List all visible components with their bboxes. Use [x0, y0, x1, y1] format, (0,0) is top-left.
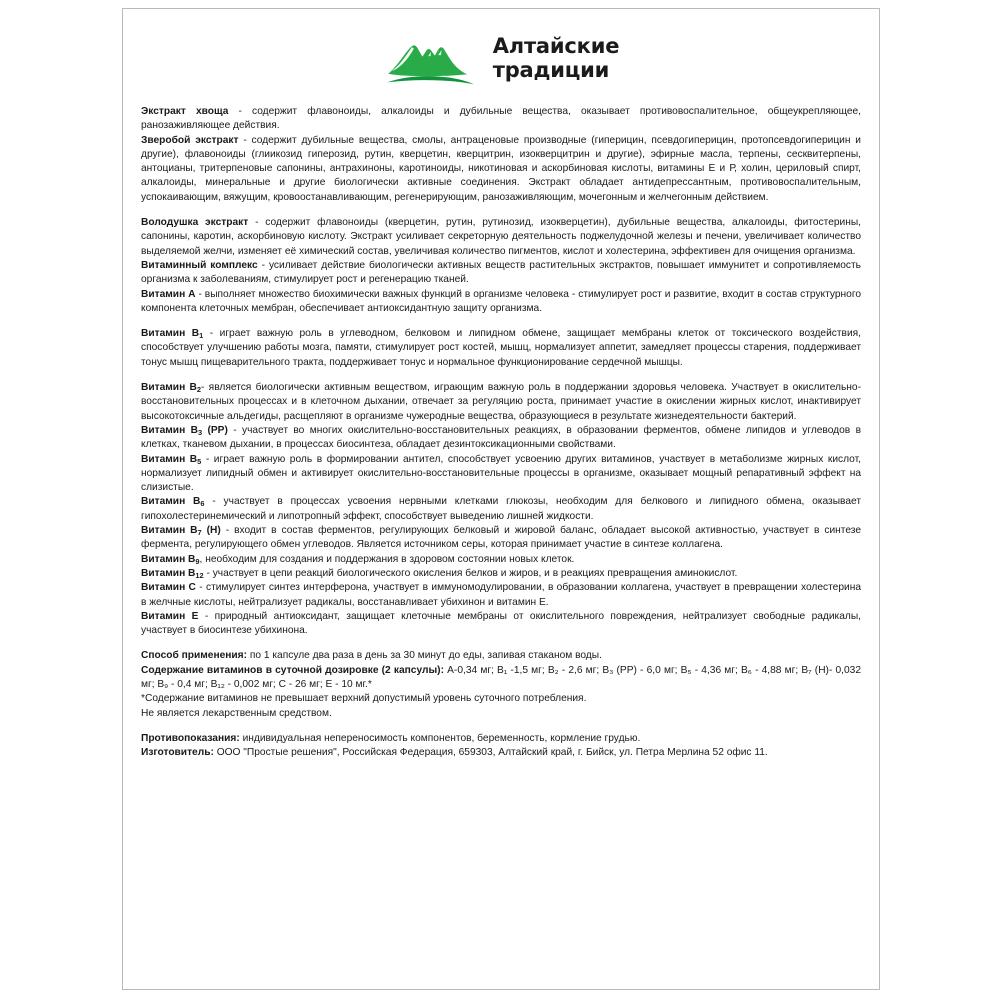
- lead-text-vitamin-b3: Витамин В: [141, 424, 198, 436]
- body-contraindications: индивидуальная непереносимость компонентов, беременность, кормление грудью.: [239, 732, 641, 744]
- paragraph-vitamin-e: [141, 610, 861, 639]
- sub-vitamin-b3: 3: [197, 427, 203, 437]
- brand-name: [493, 35, 620, 82]
- lead-contraindications: Противопоказания:: [141, 732, 240, 744]
- paragraph-footnote: *Содержание витаминов не превышает верхний допустимый уровень суточного потребления.: [141, 693, 587, 705]
- paragraph-st-johns-wort: [141, 134, 861, 205]
- lead-vitamin-complex: Витаминный комплекс: [141, 259, 258, 271]
- body-vitamin-b5: - играет важную роль в формировании антител, способствует усвоению других витаминов, участвует в метаболизме жирных кислот, нормализует липидный обмен и активирует окислительно-восстановительные процессы в организме, оказывает мощный репаративный эффект на слизистые.: [141, 453, 861, 494]
- suffix-vitamin-b7: (Н): [201, 525, 221, 537]
- sub-vitamin-b6: 6: [200, 499, 205, 509]
- body-vitamin-b2: - является биологически активным веществом, играющим важную роль в поддержании здоровья человека. Участвует в окислительно-восстановительных процессах и в клеточном дыхании, отвечает за регуляцию роста, принимает участие в окислении жирных кислот, инактивирует высокотоксичные альдегиды, расщепляют в организме чужеродные вещества, образующиеся в результате жизнедеятельности бактерий.: [141, 382, 861, 422]
- mountain-wave-logo-icon: [383, 28, 479, 90]
- brand-name-line2: традиции: [492, 58, 610, 82]
- body-dosage: А-0,34 мг; В₁ -1,5 мг; В₂ - 2,6 мг; В₃ (РР) - 6,0 мг; В₅ - 4,36 мг; В₆ - 4,88 мг; В₇ (Н)- 0,032 мг; В₉ - 0,4 мг; В₁₂ - 0,002 мг; С - 26 мг; Е - 10 мг.*: [141, 664, 861, 690]
- label-page: [122, 8, 880, 990]
- lead-vitamin-b12: [141, 568, 204, 579]
- brand-header: [135, 21, 867, 97]
- paragraph-vitamin-b1: [141, 327, 861, 370]
- body-horsetail: - содержит флавоноиды, алкалоиды и дубильные вещества, оказывает противовоспалительное, общеукрепляющее, ранозаживляющее действия.: [141, 106, 862, 132]
- paragraph-vitamin-a: [141, 288, 861, 317]
- sub-vitamin-b12: 12: [195, 570, 204, 580]
- paragraph-dosage: [141, 664, 861, 693]
- label-content: [135, 105, 867, 760]
- lead-vitamin-e: [141, 611, 198, 622]
- paragraph-vitamin-c: [141, 581, 861, 610]
- lead-manufacturer: Изготовитель:: [141, 747, 214, 759]
- paragraph-not-medicine: Не является лекарственным средством.: [141, 707, 332, 719]
- lead-bupleurum: Володушка экстракт: [141, 217, 249, 229]
- lead-text-vitamin-b5: Витамин В: [141, 453, 198, 465]
- lead-vitamin-b3: [141, 425, 228, 436]
- lead-text-vitamin-b6: Витамин В: [141, 496, 201, 508]
- body-vitamin-b6: - участвует в процессах усвоения нервными клетками глюкозы, необходим для белкового и липидного обмена, оказывает гипохолестеринемический и липотропный эффект, способствует выведению лишней жидкости.: [141, 496, 861, 522]
- body-usage: по 1 капсуле два раза в день за 30 минут до еды, запивая стаканом воды.: [247, 650, 602, 662]
- paragraph-vitamin-complex: [141, 259, 861, 288]
- body-vitamin-a: - выполняет множество биохимически важных функций в организме человека - стимулирует рост и развитие, входит в состав структурного компонента клеточных мембран, обеспечивает антиоксидантную защиту организма.: [141, 288, 861, 314]
- lead-vitamin-b7: [141, 525, 221, 536]
- body-vitamin-b7: - входит в состав ферментов, регулирующих белковый и жировой баланс, обладает высокой активностью, участвует в синтезе фермента, регулирующего обмен углеводов. Является источником серы, которая принимает участие в синтезе коллагена.: [141, 525, 861, 551]
- paragraph-vitamin-b12: [141, 567, 861, 581]
- sub-vitamin-b9: 9: [195, 556, 200, 566]
- paragraph-vitamin-b3: [141, 424, 861, 453]
- paragraph-contraindications: [141, 732, 861, 746]
- lead-vitamin-b2: [141, 382, 201, 393]
- lead-text-vitamin-b2: Витамин В: [141, 382, 197, 394]
- lead-text-vitamin-a: Витамин А: [141, 288, 196, 300]
- paragraph-vitamin-b6: [141, 495, 861, 524]
- lead-vitamin-b6: [141, 496, 205, 507]
- paragraph-bupleurum: [141, 216, 861, 259]
- brand-name-line1: Алтайские: [492, 34, 620, 59]
- paragraph-vitamin-b5: [141, 453, 861, 496]
- sub-vitamin-b1: 1: [199, 331, 204, 341]
- body-vitamin-b12: - участвует в цепи реакций биологического окисления белков и жиров, и в реакциях превращения аминокислот.: [203, 567, 738, 579]
- paragraph-usage: [141, 649, 861, 663]
- lead-text-vitamin-c: Витамин С: [141, 582, 196, 594]
- paragraph-manufacturer: [141, 746, 861, 760]
- sub-vitamin-b5: 5: [197, 456, 202, 466]
- body-vitamin-c: - стимулирует синтез интерферона, участвует в иммуномодулировании, в образовании коллагена, участвует в превращении холестерина в желчные кислоты, нейтрализует радикалы, восстанавливает убихинон и витамин Е.: [141, 582, 862, 608]
- sub-vitamin-b7: 7: [197, 528, 202, 538]
- body-vitamin-b1: - играет важную роль в углеводном, белковом и липидном обмене, защищает мембраны клеток от токсического воздействия, способствует улучшению работы мозга, памяти, стимулирует рост костей, мышц, нормализует аппетит, замедляет процессы старения, поддерживает тонус мышц пищеварительного тракта, поддерживает тонус и нормальное функционирование сердечной мышцы.: [141, 328, 861, 368]
- lead-vitamin-b5: [141, 454, 201, 465]
- lead-vitamin-c: [141, 582, 196, 593]
- lead-horsetail: Экстракт хвоща: [141, 106, 229, 117]
- lead-text-vitamin-b1: Витамин В: [141, 328, 200, 340]
- lead-vitamin-b9: [141, 554, 200, 565]
- body-bupleurum: - содержит флавоноиды (кверцетин, рутин, рутинозид, изокверцетин), дубильные вещества, алкалоиды, фитостерины, сапонины, каротин, аскорбиновую кислоту. Экстракт усиливает секреторную деятельность поджелудочной железы и печени, увеличивает количество выделяемой желчи, изменяет её химический состав, увеличивая количество пигментов, кислот и холестерина, эффективен для очищения организма.: [141, 217, 861, 257]
- paragraph-horsetail: [141, 105, 861, 134]
- lead-usage: Способ применения:: [141, 650, 248, 662]
- lead-text-vitamin-b7: Витамин В: [141, 525, 198, 537]
- lead-dosage: Содержание витаминов в суточной дозировке (2 капсулы):: [141, 664, 444, 676]
- lead-text-vitamin-b9: Витамин В: [141, 553, 196, 565]
- lead-text-vitamin-b12: Витамин В: [141, 567, 196, 579]
- body-vitamin-b3: - участвует во многих окислительно-восстановительных реакциях, в образовании ферментов, обмене липидов и углеводов в клетках, тканевом дыхании, в процессах биосинтеза, обладает дезинтоксикационными свойствами.: [141, 424, 861, 451]
- body-vitamin-b9: , необходим для создания и поддержания в здоровом состоянии новых клеток.: [199, 553, 575, 565]
- paragraph-vitamin-b7: [141, 524, 861, 553]
- body-vitamin-complex: - усиливает действие биологически активных веществ растительных экстрактов, повышает иммунитет и сопротивляемость организма к заболеваниям, стимулирует рост и регенерацию тканей.: [141, 259, 861, 286]
- sub-vitamin-b2: 2: [196, 385, 201, 395]
- suffix-vitamin-b3: (РР): [202, 424, 228, 436]
- body-manufacturer: ООО "Простые решения", Российская Федерация, 659303, Алтайский край, г. Бийск, ул. Петра Мерлина 52 офис 11.: [213, 747, 768, 759]
- lead-vitamin-a: [141, 289, 196, 300]
- body-st-johns-wort: - содержит дубильные вещества, смолы, антраценовые производные (гиперицин, псевдогиперицин, протопсевдогиперицин и другие), флавоноиды (глиикозид гиперозид, рутин, кверцетин, кверцитрин, изокверцитрин и другие), эфирные масла, терпены, сесквитерпены, антоцианы, тритерпеновые сапонины, антрахиноны, каротиноиды, никотиновая и аскорбиновая кислоты, витамины Е и Р, холин, цериловый спирт, алкалоиды, минеральные и другие биологически активные соединения. Экстракт обладает антидепрессантным, противовоспалительным, успокаивающим, вяжущим, кровоостанавливающим, регенерирующим, ранозаживляющим, мочегонным и желчегонным действием.: [141, 134, 862, 203]
- body-vitamin-e: - природный антиоксидант, защищает клеточные мембраны от окислительного повреждения, нейтрализует свободные радикалы, участвует в биосинтезе убихинона.: [141, 610, 861, 637]
- lead-st-johns-wort: Зверобой экстракт: [141, 134, 239, 146]
- lead-vitamin-b1: [141, 328, 203, 339]
- lead-text-vitamin-e: Витамин Е: [141, 610, 199, 622]
- label-inner: [123, 9, 879, 989]
- paragraph-vitamin-b2: [141, 381, 861, 424]
- paragraph-vitamin-b9: [141, 553, 861, 567]
